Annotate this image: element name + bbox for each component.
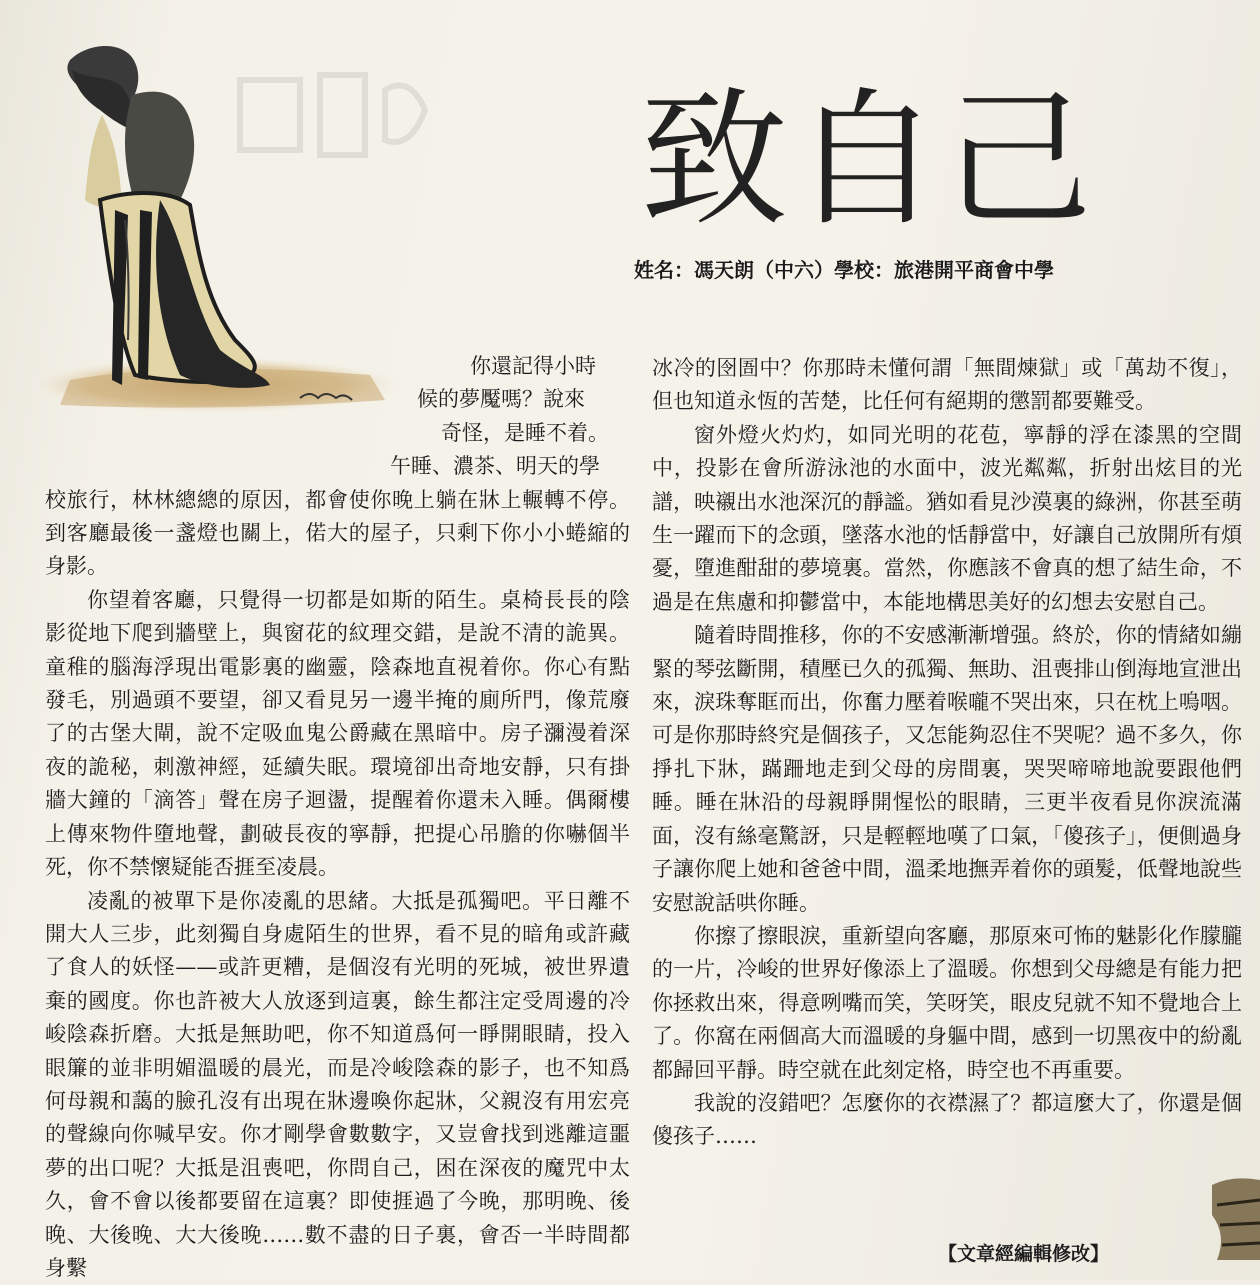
editor-note: 【文章經編輯修改】 xyxy=(938,1238,1148,1270)
left-column xyxy=(45,350,630,1285)
right-column xyxy=(652,352,1242,1154)
opening-line: 奇怪，是睡不着。 xyxy=(45,417,630,450)
paragraph: 校旅行，林林總總的原因，都會使你晚上躺在牀上輾轉不停。到客廳最後一盞燈也關上，偌大的屋子，只剩下你小小蜷縮的身影。 xyxy=(45,484,630,584)
paragraph: 我說的沒錯吧？怎麼你的衣襟濕了？都這麼大了，你還是個傻孩子…… xyxy=(652,1087,1242,1154)
opening-line: 候的夢魘嗎？說來 xyxy=(45,383,630,416)
opening-line: 你還記得小時 xyxy=(45,350,630,383)
paragraph: 凌亂的被單下是你凌亂的思緒。大抵是孤獨吧。平日離不開大人三步，此刻獨自身處陌生的世界，看不見的暗角或許藏了食人的妖怪——或許更糟，是個沒有光明的死城，被世界遺棄的國度。你也許被大人放逐到這裏，餘生都注定受周邊的冷峻陰森折磨。大抵是無助吧，你不知道爲何一睜開眼睛，投入眼簾的並非明媚溫暖的晨光，而是冷峻陰森的影子，也不知爲何母親和藹的臉孔沒有出現在牀邊喚你起牀，父親沒有用宏亮的聲線向你喊早安。你才剛學會數數字，又豈會找到逃離這噩夢的出口呢？大抵是沮喪吧，你問自己，困在深夜的魔咒中太久，會不會以後都要留在這裏？即使捱過了今晚，那明晚、後晚、大後晚、大大後晚……數不盡的日子裏，會否一半時間都身繫 xyxy=(45,885,630,1285)
paragraph: 你望着客廳，只覺得一切都是如斯的陌生。桌椅長長的陰影從地下爬到牆壁上，與窗花的紋理交錯，是說不清的詭異。童稚的腦海浮現出電影裏的幽靈，陰森地直視着你。你心有點發毛，別過頭不要望，卻又看見另一邊半掩的廁所門，像荒廢了的古堡大閘，說不定吸血鬼公爵藏在黑暗中。房子瀰漫着深夜的詭秘，刺激神經，延續失眠。環境卻出奇地安靜，只有掛牆大鐘的「滴答」聲在房子迴盪，提醒着你還未入睡。偶爾樓上傳來物件墮地聲，劃破長夜的寧靜，把提心吊膽的你嚇個半死，你不禁懷疑能否捱至凌晨。 xyxy=(45,584,630,885)
paragraph: 冰冷的囹圄中？你那時未懂何謂「無間煉獄」或「萬劫不復」，但也知道永恆的苦楚，比任何有絕期的懲罰都要難受。 xyxy=(652,352,1242,419)
paragraph: 你擦了擦眼淚，重新望向客廳，那原來可怖的魅影化作朦朧的一片，冷峻的世界好像添上了溫暖。你想到父母總是有能力把你拯救出來，得意咧嘴而笑，笑呀笑，眼皮兒就不知不覺地合上了。你窩在兩個高大而溫暖的身軀中間，感到一切黑夜中的紛亂都歸回平靜。時空就在此刻定格，時空也不再重要。 xyxy=(652,920,1242,1087)
author-byline: 姓名：馮天朗（中六）學校：旅港開平商會中學 xyxy=(634,255,1134,285)
paragraph: 隨着時間推移，你的不安感漸漸增强。終於，你的情緒如繃緊的琴弦斷開，積壓已久的孤獨、無助、沮喪排山倒海地宣泄出來，淚珠奪眶而出，你奮力壓着喉嚨不哭出來，只在枕上嗚咽。可是你那時終究是個孩子，又怎能夠忍住不哭呢？過不多久，你掙扎下牀，蹣跚地走到父母的房間裏，哭哭啼啼地說要跟他們睡。睡在牀沿的母親睜開惺忪的眼睛，三更半夜看見你淚流滿面，沒有絲毫驚訝，只是輕輕地嘆了口氣，「傻孩子」，便側過身子讓你爬上她和爸爸中間，溫柔地撫弄着你的頭髮，低聲地說些安慰說話哄你睡。 xyxy=(652,619,1242,920)
adjacent-illustration-fragment xyxy=(1212,1175,1260,1260)
article-title: 致自己 xyxy=(640,80,1140,240)
opening-line: 午睡、濃茶、明天的學 xyxy=(45,450,630,483)
paragraph: 窗外燈火灼灼，如同光明的花苞，寧靜的浮在漆黑的空間中，投影在會所游泳池的水面中，波光粼粼，折射出炫目的光譜，映襯出水池深沉的靜謐。猶如看見沙漠裏的綠洲，你甚至萌生一躍而下的念頭，墜落水池的恬靜當中，好讓自己放開所有煩憂，墮進酣甜的夢境裏。當然，你應該不會真的想了結生命，不過是在焦慮和抑鬱當中，本能地構思美好的幻想去安慰自己。 xyxy=(652,419,1242,619)
